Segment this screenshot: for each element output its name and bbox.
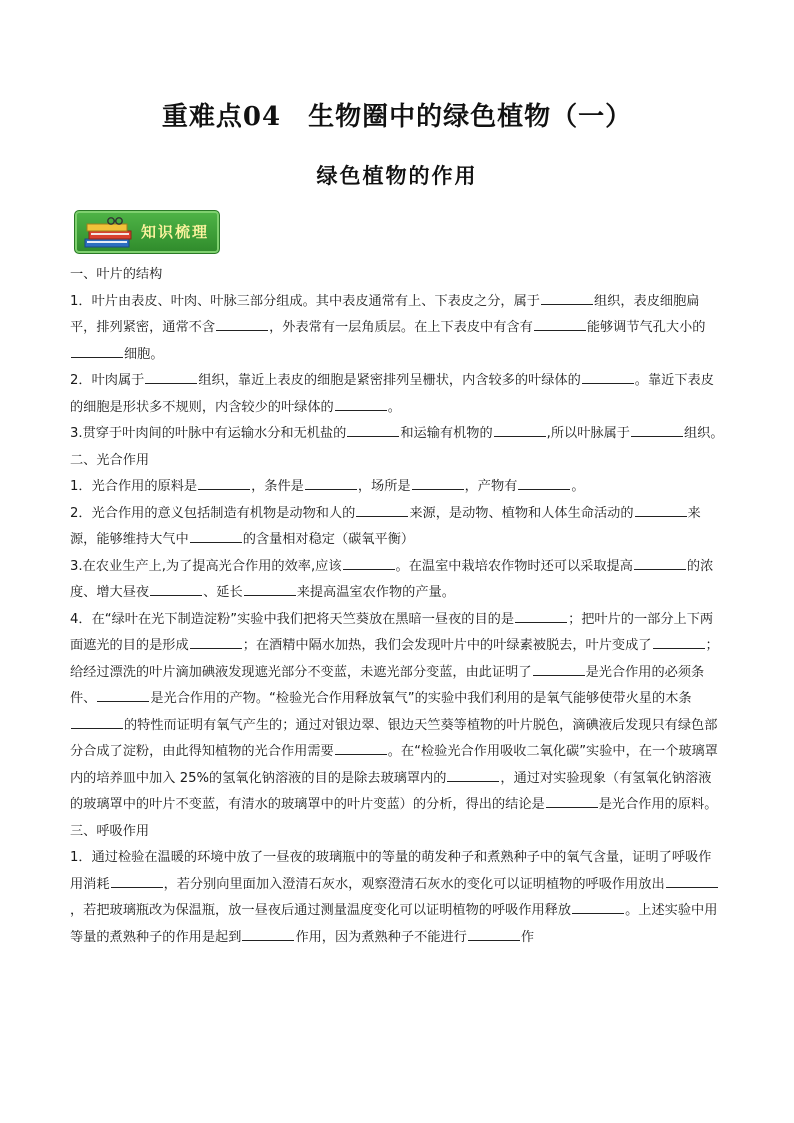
paragraph-text: 2．光合作用的意义包括制造有机物是动物和人的 xyxy=(70,505,356,521)
paragraph-text: 。在“检验光合作用吸收二氧化碳”实验中，在一个玻璃罩内的培养皿中加入 25%的氢氧化钠溶液的目的是除去玻璃罩内的 xyxy=(70,744,718,786)
badge-label: 知识梳理 xyxy=(141,223,210,241)
fill-in-blank[interactable] xyxy=(242,926,294,941)
fill-in-blank[interactable] xyxy=(111,873,163,888)
page-subtitle: 绿色植物的作用 xyxy=(316,163,478,188)
paragraph-text: 来源，是动物、植物和人体生命活动的 xyxy=(409,505,634,521)
fill-in-blank[interactable] xyxy=(356,502,408,517)
fill-in-blank[interactable] xyxy=(631,422,683,437)
paragraph-text: ，场所是 xyxy=(357,479,411,494)
fill-in-blank[interactable] xyxy=(533,661,585,676)
paragraph-text: 1．通过检验在温暖的环境中放了一昼夜的玻璃瓶中的等量的萌发种子和煮熟种子中的氧气含量，证明了呼吸作用消耗 xyxy=(70,850,712,892)
fill-in-blank[interactable] xyxy=(494,422,546,437)
paragraph-text: 组织，靠近上表皮的细胞是紧密排列呈栅状，内含较多的叶绿体的 xyxy=(198,373,581,388)
question-paragraph xyxy=(70,421,724,448)
paragraph-text: ，若把玻璃瓶改为保温瓶，放一昼夜后通过测量温度变化可以证明植物的呼吸作用释放 xyxy=(70,903,572,918)
fill-in-blank[interactable] xyxy=(244,581,296,596)
fill-in-blank[interactable] xyxy=(653,634,705,649)
fill-in-blank[interactable] xyxy=(347,422,399,437)
paragraph-text: 细胞。 xyxy=(124,346,164,362)
question-paragraph xyxy=(70,607,724,819)
question-paragraph xyxy=(70,368,724,421)
question-paragraph xyxy=(70,845,724,951)
question-paragraph xyxy=(70,474,724,501)
section-heading: 二、光合作用 xyxy=(70,452,150,468)
fill-in-blank[interactable] xyxy=(216,316,268,331)
fill-in-blank[interactable] xyxy=(71,714,123,729)
section-heading: 三、呼吸作用 xyxy=(70,823,150,839)
fill-in-blank[interactable] xyxy=(518,475,570,490)
paragraph-text: 和运输有机物的 xyxy=(400,426,493,441)
fill-in-blank[interactable] xyxy=(666,873,718,888)
paragraph-text: 的浓度、增大昼夜 xyxy=(70,558,714,600)
paragraph-text: 能够调节气孔大小的 xyxy=(586,320,706,335)
paragraph-text: ；在酒精中隔水加热，我们会发现叶片中的叶绿素被脱去，叶片变成了 xyxy=(242,638,652,653)
fill-in-blank[interactable] xyxy=(305,475,357,490)
paragraph-text: 4．在“绿叶在光下制造淀粉”实验中我们把将天竺葵放在黑暗一昼夜的目的是 xyxy=(70,611,515,627)
paragraph-text: 1．光合作用的原料是 xyxy=(70,479,198,494)
paragraph-text: 。 xyxy=(571,479,585,494)
question-paragraph xyxy=(70,501,724,554)
paragraph-text: ，产物有 xyxy=(464,479,518,494)
paragraph-text: 是光合作用的产物。“检验光合作用释放氧气”的实验中我们利用的是氧气能够使带火星的木条 xyxy=(150,691,692,706)
paragraph-text: ，通过对实验现象（有氢氧化钠溶液的玻璃罩中的叶片不变蓝，有清水的玻璃罩中的叶片变蓝）的分析，得出的结论是 xyxy=(70,770,712,812)
paragraph-text: 、延长 xyxy=(203,585,243,600)
question-paragraph xyxy=(70,554,724,607)
paragraph-text: 1．叶片由表皮、叶肉、叶脉三部分组成。其中表皮通常有上、下表皮之分，属于 xyxy=(70,293,540,309)
fill-in-blank[interactable] xyxy=(190,634,242,649)
paragraph-text: 3.在农业生产上,为了提高光合作用的效率,应该 xyxy=(70,558,342,574)
paragraph-text: 来提高温室农作物的产量。 xyxy=(296,585,455,600)
paragraph-text: 。上述实验中用等量的煮熟种子的作用是起到 xyxy=(70,903,718,945)
paragraph-text: ，条件是 xyxy=(251,479,304,494)
fill-in-blank[interactable] xyxy=(541,290,593,305)
paragraph-text: 2．叶肉属于 xyxy=(70,373,145,388)
paragraph-text: 3.贯穿于叶肉间的叶脉中有运输水分和无机盐的 xyxy=(70,426,347,441)
fill-in-blank[interactable] xyxy=(97,687,149,702)
fill-in-blank[interactable] xyxy=(145,369,197,384)
fill-in-blank[interactable] xyxy=(635,502,687,517)
books-icon xyxy=(81,215,137,251)
paragraph-text: 。在温室中栽培农作物时还可以采取提高 xyxy=(395,558,633,574)
paragraph-text: 的含量相对稳定（碳氧平衡） xyxy=(242,532,415,547)
paragraph-text: 。靠近下表皮的细胞是形状多不规则，内含较少的叶绿体的 xyxy=(70,373,714,415)
fill-in-blank[interactable] xyxy=(190,528,242,543)
paragraph-text: 作 xyxy=(520,929,535,945)
fill-in-blank[interactable] xyxy=(71,343,123,358)
fill-in-blank[interactable] xyxy=(546,793,598,808)
fill-in-blank[interactable] xyxy=(198,475,250,490)
fill-in-blank[interactable] xyxy=(534,316,586,331)
fill-in-blank[interactable] xyxy=(447,767,499,782)
paragraph-text: ；给经过漂洗的叶片滴加碘液发现遮光部分不变蓝，未遮光部分变蓝，由此证明了 xyxy=(70,638,719,680)
paragraph-text: 是光合作用的原料。 xyxy=(598,797,718,812)
fill-in-blank[interactable] xyxy=(150,581,202,596)
paragraph-text: 组织，表皮细胞扁平，排列紧密，通常不含 xyxy=(70,293,700,335)
fill-in-blank[interactable] xyxy=(515,608,567,623)
paragraph-text: ，外表常有一层角质层。在上下表皮中有含有 xyxy=(269,320,533,335)
fill-in-blank[interactable] xyxy=(468,926,520,941)
fill-in-blank[interactable] xyxy=(634,555,686,570)
paragraph-text: ，若分别向里面加入澄清石灰水，观察澄清石灰水的变化可以证明植物的呼吸作用放出 xyxy=(163,876,665,892)
question-paragraph xyxy=(70,289,724,369)
paragraph-text: ；把叶片的一部分上下两面遮光的目的是形成 xyxy=(70,611,714,653)
paragraph-text: 组织。 xyxy=(683,426,724,441)
fill-in-blank[interactable] xyxy=(335,396,387,411)
paragraph-text: 。 xyxy=(387,399,401,415)
paragraph-text: 来源，能够维持大气中 xyxy=(70,505,701,547)
knowledge-badge xyxy=(74,210,220,254)
section-heading: 一、叶片的结构 xyxy=(70,267,163,282)
paragraph-text: 的特性而证明有氧气产生的；通过对银边翠、银边天竺葵等植物的叶片脱色，滴碘液后发现只有绿色部分合成了淀粉，由此得知植物的光合作用需要 xyxy=(70,717,718,759)
fill-in-blank[interactable] xyxy=(343,555,395,570)
paragraph-text: ,所以叶脉属于 xyxy=(546,426,630,441)
page-title: 重难点04 生物圈中的绿色植物（一） xyxy=(161,102,633,132)
fill-in-blank[interactable] xyxy=(335,740,387,755)
paragraph-text: 作用，因为煮熟种子不能进行 xyxy=(295,929,467,945)
fill-in-blank[interactable] xyxy=(412,475,464,490)
fill-in-blank[interactable] xyxy=(572,899,624,914)
document-body xyxy=(70,262,724,951)
fill-in-blank[interactable] xyxy=(582,369,634,384)
paragraph-text: 是光合作用的必须条件、 xyxy=(70,664,705,706)
